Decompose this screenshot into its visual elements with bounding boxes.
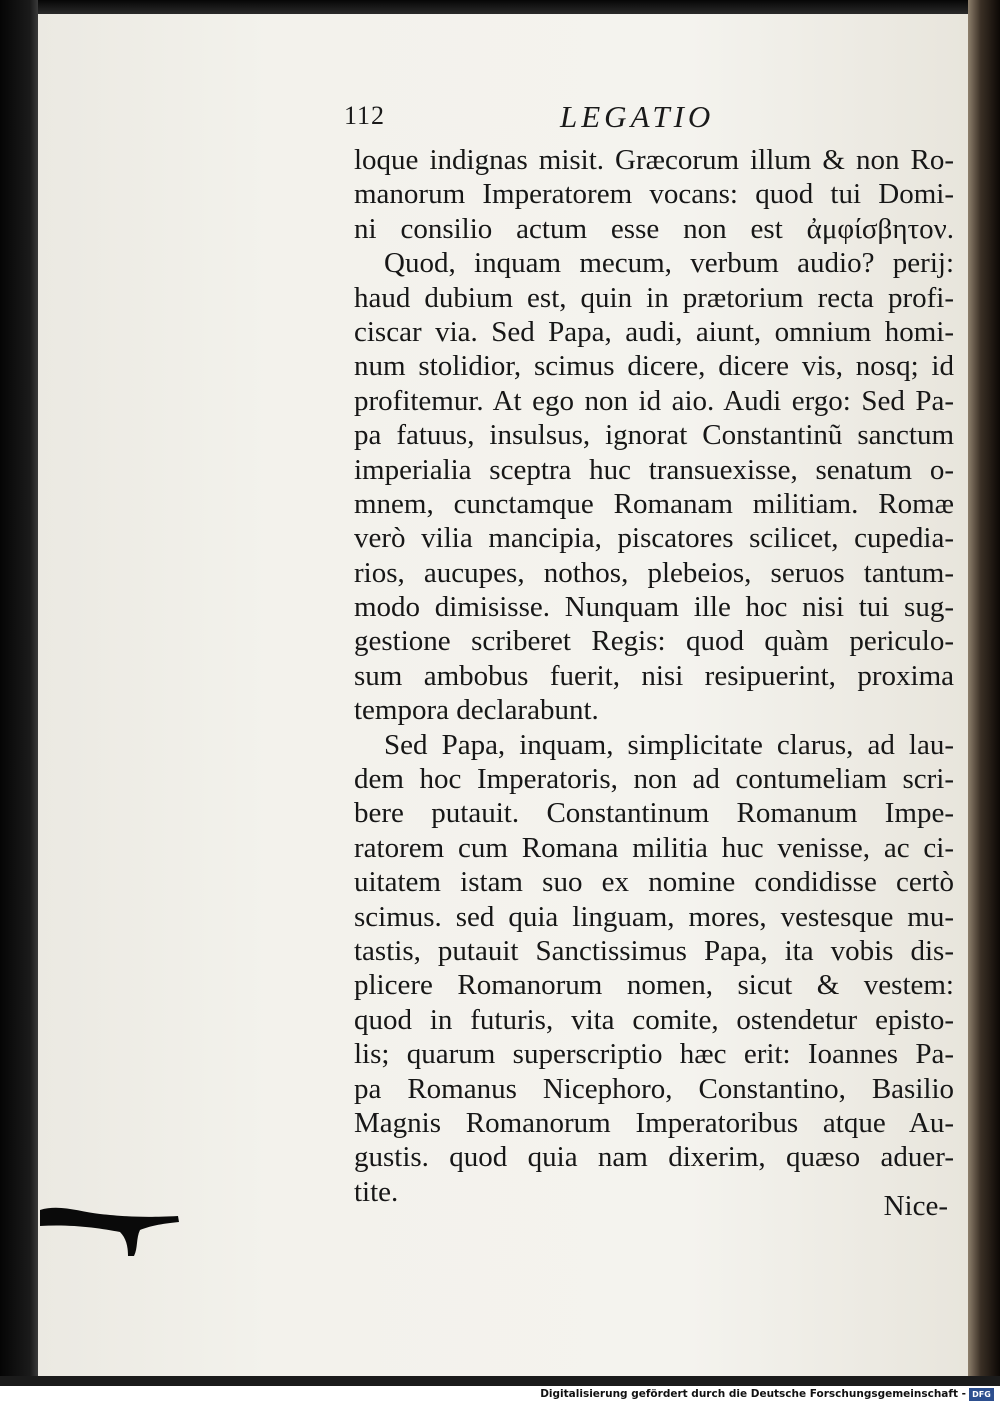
scan-border-bottom [0,1376,1000,1386]
body-text [354,143,954,1209]
digitization-credit: Digitalisierung gefördert durch die Deutsche Forschungsgemeinschaft - [540,1388,966,1400]
text-line: rios, aucupes, nothos, plebeios, seruos tantum- [354,556,954,589]
page-number: 112 [344,101,386,130]
text-line: pa Romanus Nicephoro, Constantino, Basilio [354,1072,954,1105]
text-line: loque indignas misit. Græcorum illum & non Ro- [354,144,954,176]
running-title: LEGATIO [560,99,715,134]
text-line: modo dimisisse. Nunquam ille hoc nisi tui sug- [354,591,954,624]
text-line: profitemur. At ego non id aio. Audi ergo: Sed Pa- [354,384,954,417]
text-line: uitatem istam suo ex nomine condidisse certò [354,866,954,899]
text-line: ni consilio actum esse non est ἀμφίσβητον. [354,212,954,245]
text-line: gestione scriberet Regis: quod quàm periculo- [354,625,954,658]
text-line: pa fatuus, insulsus, ignorat Constantinũ sanctum [354,419,954,452]
text-line: quod in futuris, vita comite, ostendetur episto- [354,1003,954,1036]
text-line: gustis. quod quia nam dixerim, quæso aduer- [354,1141,954,1174]
text-line: verò vilia mancipia, piscatores scilicet, cupedia- [354,522,954,555]
catchword: Nice- [883,1190,948,1222]
text-line: Quod, inquam mecum, verbum audio? perij: [384,247,954,280]
book-spine-edge [968,0,1000,1386]
dfg-logo: DFG [969,1388,994,1401]
scan-border-left [0,0,38,1386]
text-line: tempora declarabunt. [354,694,599,727]
text-line: ciscar via. Sed Papa, audi, aiunt, omnium homi- [354,315,954,348]
text-line: imperialia sceptra huc transuexisse, senatum o- [354,453,954,486]
text-line: sum ambobus fuerit, nisi resipuerint, proxima [354,659,954,692]
text-line: lis; quarum superscriptio hæc erit: Ioannes Pa- [354,1038,954,1071]
page-header [344,99,954,139]
text-line: num stolidior, scimus dicere, dicere vis, nosq; id [354,350,954,383]
text-line: Sed Papa, inquam, simplicitate clarus, ad lau- [384,728,954,761]
text-line: haud dubium est, quin in prætorium recta profi- [354,281,954,314]
text-line: mnem, cunctamque Romanam militiam. Romæ [354,487,954,520]
scan-border-top [0,0,1000,14]
text-line: bere putauit. Constantinum Romanum Impe- [354,797,954,830]
text-line: tastis, putauit Sanctissimus Papa, ita vobis dis- [354,934,954,967]
text-line: ratorem cum Romana militia huc venisse, ac ci- [354,831,954,864]
text-line: dem hoc Imperatoris, non ad contumeliam scri- [354,763,954,796]
text-line: tite. [354,1175,399,1208]
ink-stain-mark [40,1192,180,1262]
text-line: manorum Imperatorem vocans: quod tui Domi- [354,178,954,211]
text-line: Magnis Romanorum Imperatoribus atque Au- [354,1106,954,1139]
footer-bar [0,1386,1000,1404]
text-line: scimus. sed quia linguam, mores, vestesque mu- [354,900,954,933]
text-line: plicere Romanorum nomen, sicut & vestem: [354,969,954,1002]
